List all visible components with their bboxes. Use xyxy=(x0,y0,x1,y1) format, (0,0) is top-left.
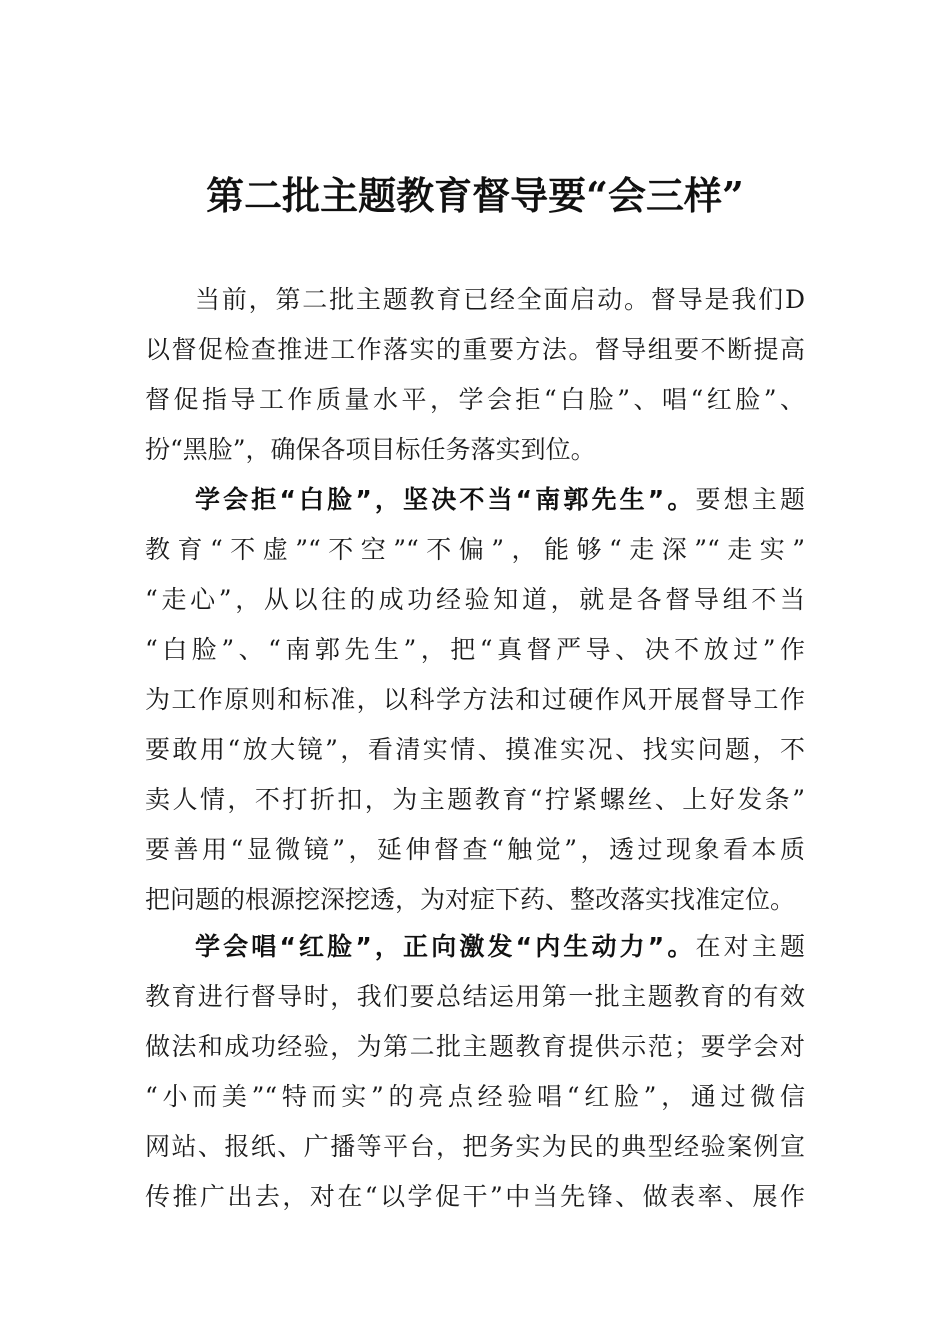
paragraph-line: 督促指导工作质量水平，学会拒“白脸”、唱“红脸”、 xyxy=(145,385,805,414)
section-heading: 学会拒“白脸”，坚决不当“南郭先生”。 xyxy=(195,485,696,514)
paragraph-line: 教育“不虚”“不空”“不偏”，能够“走深”“走实” xyxy=(145,535,805,564)
paragraph-line: 当前，第二批主题教育已经全面启动。督导是我们D xyxy=(195,285,805,314)
paragraph-line: 扮“黑脸”，确保各项目标任务落实到位。 xyxy=(145,435,596,464)
paragraph-line: 做法和成功经验，为第二批主题教育提供示范；要学会对 xyxy=(145,1032,805,1061)
paragraph-line: “白脸”、“南郭先生”，把“真督严导、决不放过”作 xyxy=(145,635,805,664)
document-title: 第二批主题教育督导要“会三样” xyxy=(206,173,744,218)
paragraph-line: “走心”，从以往的成功经验知道，就是各督导组不当 xyxy=(145,585,805,614)
section-heading: 学会唱“红脸”，正向激发“内生动力”。 xyxy=(195,932,696,961)
paragraph-text: 在对主题 xyxy=(695,932,805,961)
paragraph-line: 为工作原则和标准，以科学方法和过硬作风开展督导工作 xyxy=(145,685,805,714)
paragraph-line: 传推广出去，对在“以学促干”中当先锋、做表率、展作 xyxy=(145,1182,805,1211)
paragraph-first-line xyxy=(195,483,805,517)
paragraph-line: 把问题的根源挖深挖透，为对症下药、整改落实找准定位。 xyxy=(145,885,796,914)
paragraph-line: 要敢用“放大镜”，看清实情、摸准实况、找实问题，不 xyxy=(145,735,805,764)
paragraph-line: 要善用“显微镜”，延伸督查“触觉”，透过现象看本质 xyxy=(145,835,805,864)
paragraph-line: “小而美”“特而实”的亮点经验唱“红脸”，通过微信 xyxy=(145,1082,805,1111)
paragraph-text: 要想主题 xyxy=(695,485,805,514)
paragraph-line: 教育进行督导时，我们要总结运用第一批主题教育的有效 xyxy=(145,982,805,1011)
paragraph-line: 以督促检查推进工作落实的重要方法。督导组要不断提高 xyxy=(145,335,805,364)
paragraph-line: 网站、报纸、广播等平台，把务实为民的典型经验案例宣 xyxy=(145,1132,805,1161)
paragraph-first-line xyxy=(195,930,805,964)
paragraph-line: 卖人情，不打折扣，为主题教育“拧紧螺丝、上好发条” xyxy=(145,785,805,814)
